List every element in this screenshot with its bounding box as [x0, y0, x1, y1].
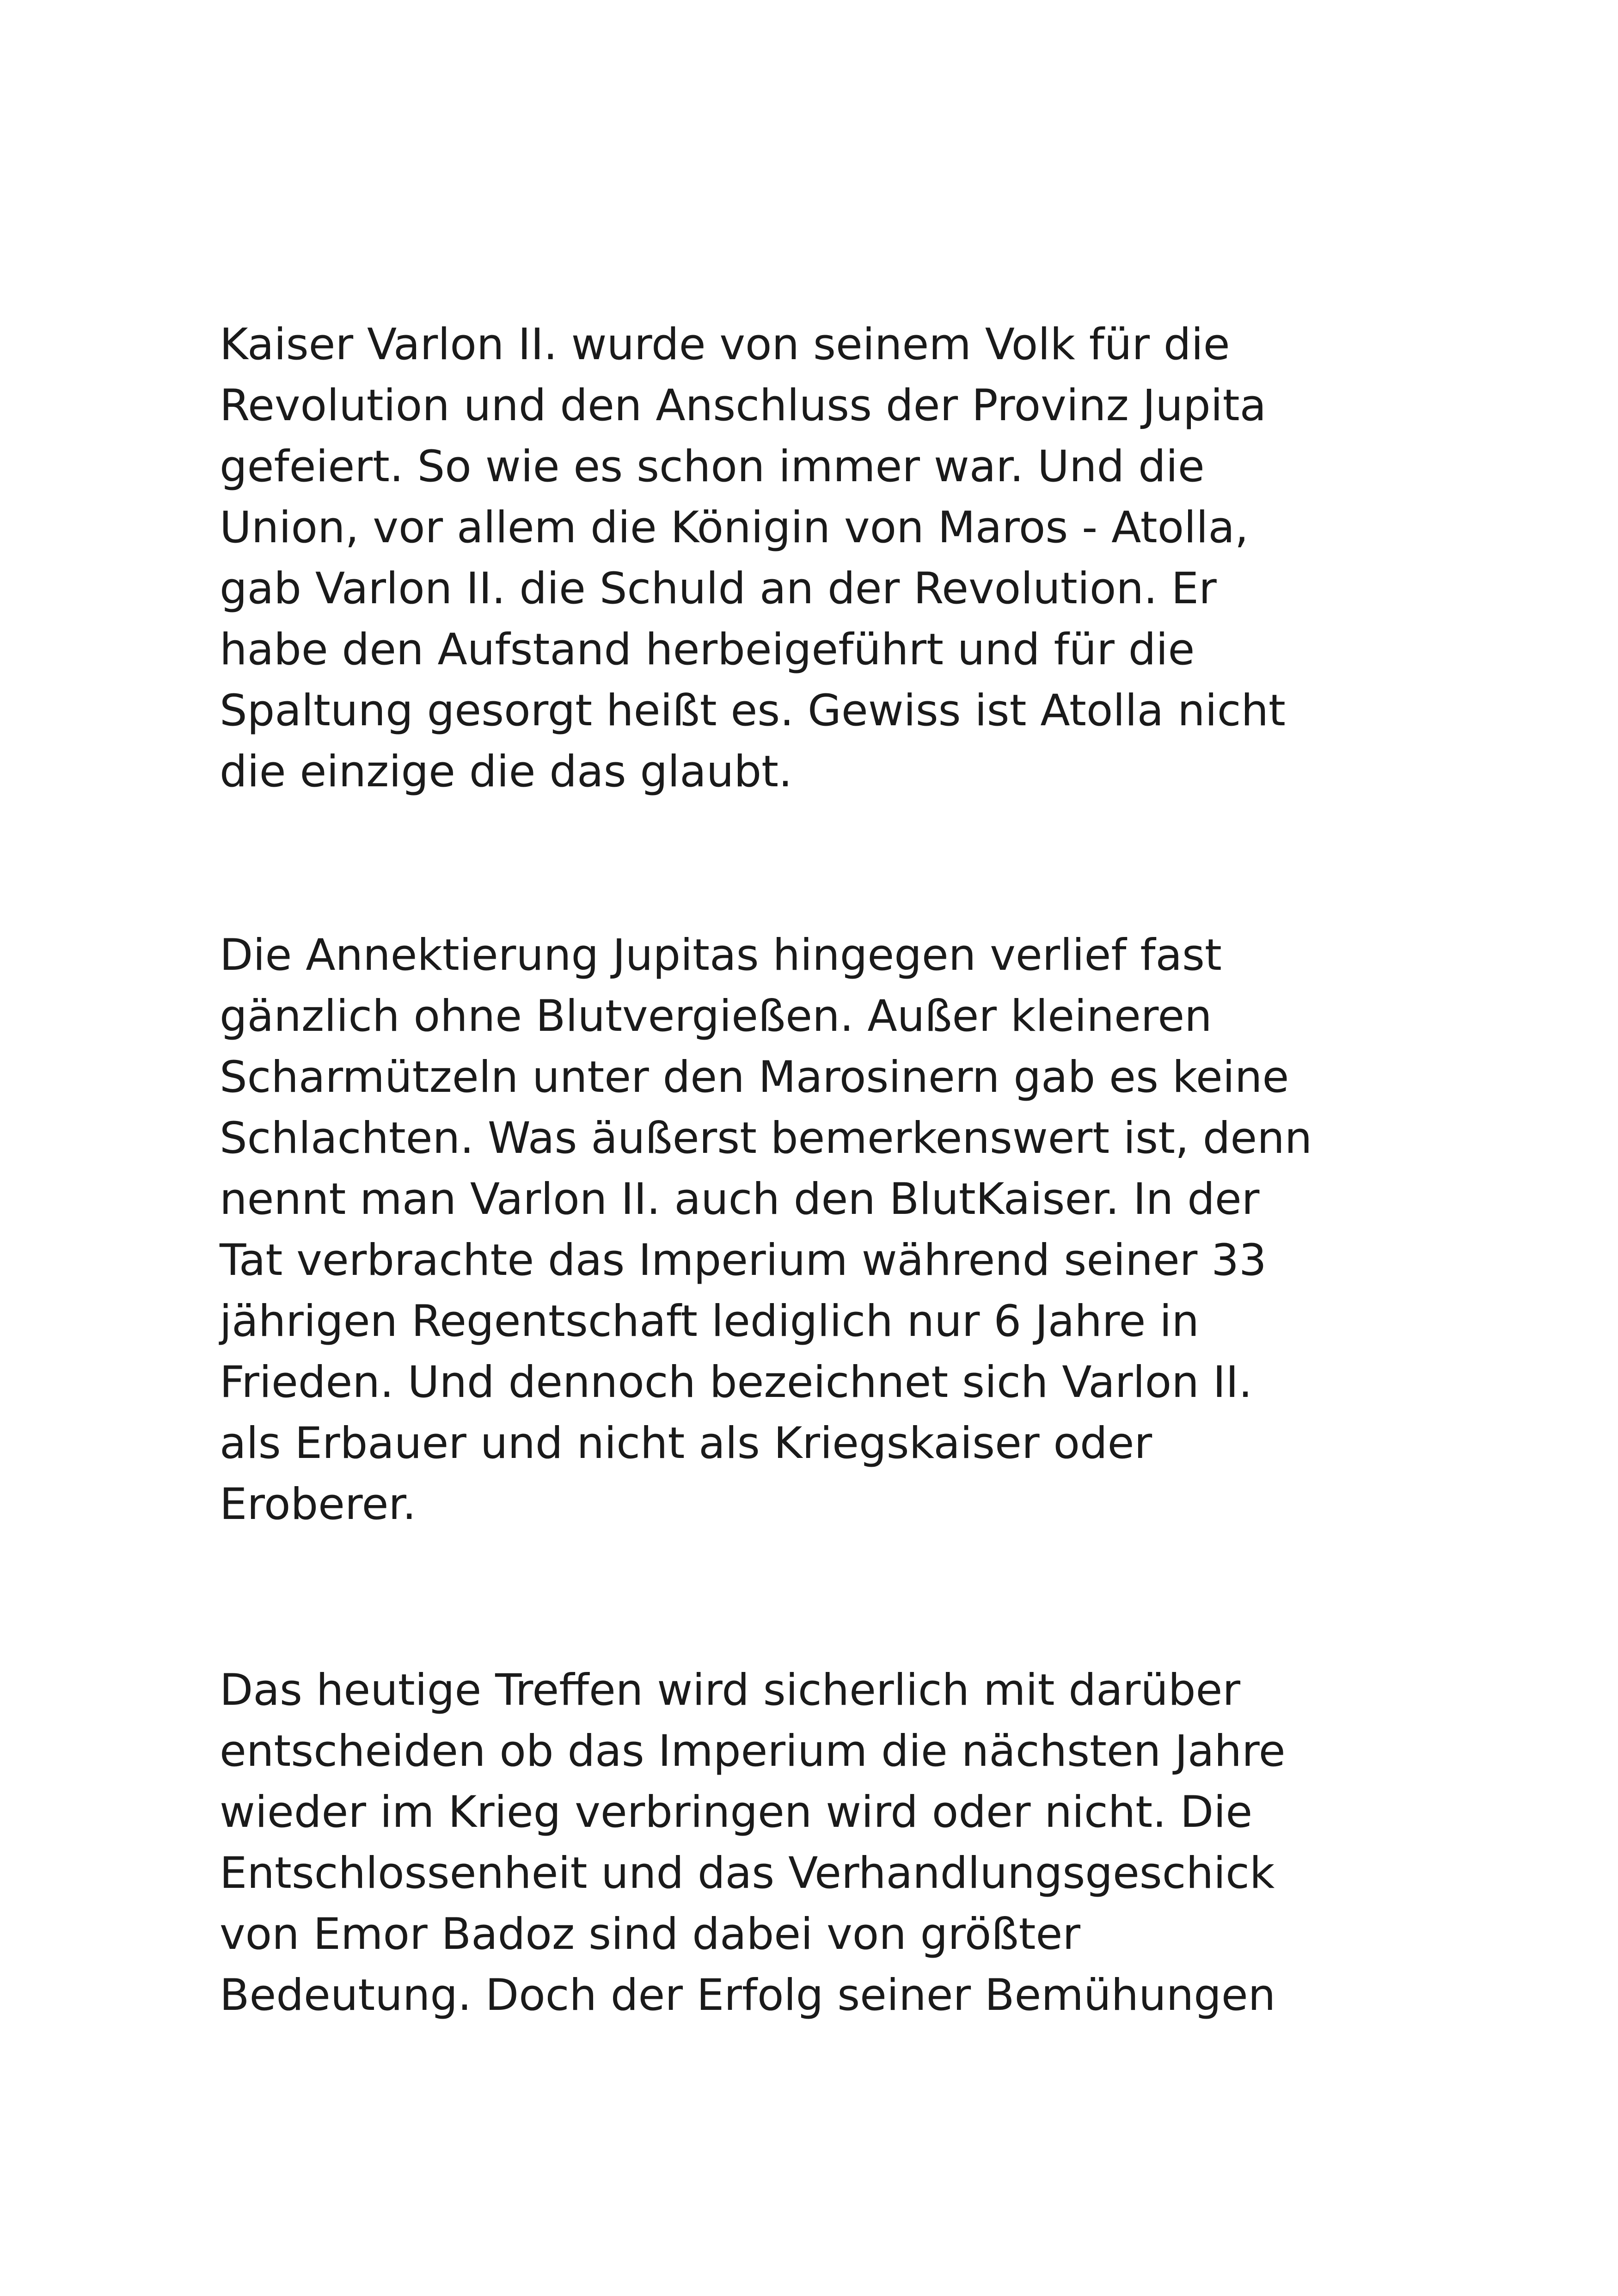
text-line: habe den Aufstand herbeigeführt und für die	[220, 625, 1195, 675]
text-line: entscheiden ob das Imperium die nächsten Jahre	[220, 1726, 1286, 1776]
text-line: als Erbauer und nicht als Kriegskaiser oder	[220, 1418, 1152, 1469]
text-line: wieder im Krieg verbringen wird oder nicht. Die	[220, 1787, 1253, 1837]
text-line: Kaiser Varlon II. wurde von seinem Volk für die	[220, 319, 1230, 370]
text-line: von Emor Badoz sind dabei von größter	[220, 1909, 1080, 1959]
text-line: gab Varlon II. die Schuld an der Revolution. Er	[220, 563, 1217, 614]
text-line: Frieden. Und dennoch bezeichnet sich Varlon II.	[220, 1357, 1252, 1408]
paragraph-1	[220, 314, 1403, 802]
text-line: nennt man Varlon II. auch den BlutKaiser. In der	[220, 1174, 1260, 1225]
text-line: Entschlossenheit und das Verhandlungsgeschick	[220, 1848, 1275, 1898]
paragraph-2	[220, 925, 1403, 1535]
text-line: Spaltung gesorgt heißt es. Gewiss ist Atolla nicht	[220, 686, 1286, 736]
text-line: Schlachten. Was äußerst bemerkenswert ist, denn	[220, 1113, 1312, 1163]
paragraph-3	[220, 1660, 1403, 2026]
text-line: Revolution und den Anschluss der Provinz Jupita	[220, 380, 1267, 431]
text-line: die einzige die das glaubt.	[220, 747, 792, 797]
text-line: Union, vor allem die Königin von Maros - Atolla,	[220, 502, 1249, 553]
text-line: Bedeutung. Doch der Erfolg seiner Bemühungen	[220, 1970, 1276, 2020]
text-line: Scharmützeln unter den Marosinern gab es keine	[220, 1052, 1289, 1102]
text-line: gefeiert. So wie es schon immer war. Und die	[220, 441, 1205, 492]
text-line: Die Annektierung Jupitas hingegen verlief fast	[220, 930, 1222, 980]
text-line: Tat verbrachte das Imperium während seiner 33	[220, 1235, 1267, 1286]
text-line: Das heutige Treffen wird sicherlich mit darüber	[220, 1665, 1241, 1715]
text-line: Eroberer.	[220, 1479, 417, 1530]
text-line: jährigen Regentschaft lediglich nur 6 Jahre in	[220, 1296, 1199, 1347]
text-line: gänzlich ohne Blutvergießen. Außer kleineren	[220, 991, 1212, 1041]
